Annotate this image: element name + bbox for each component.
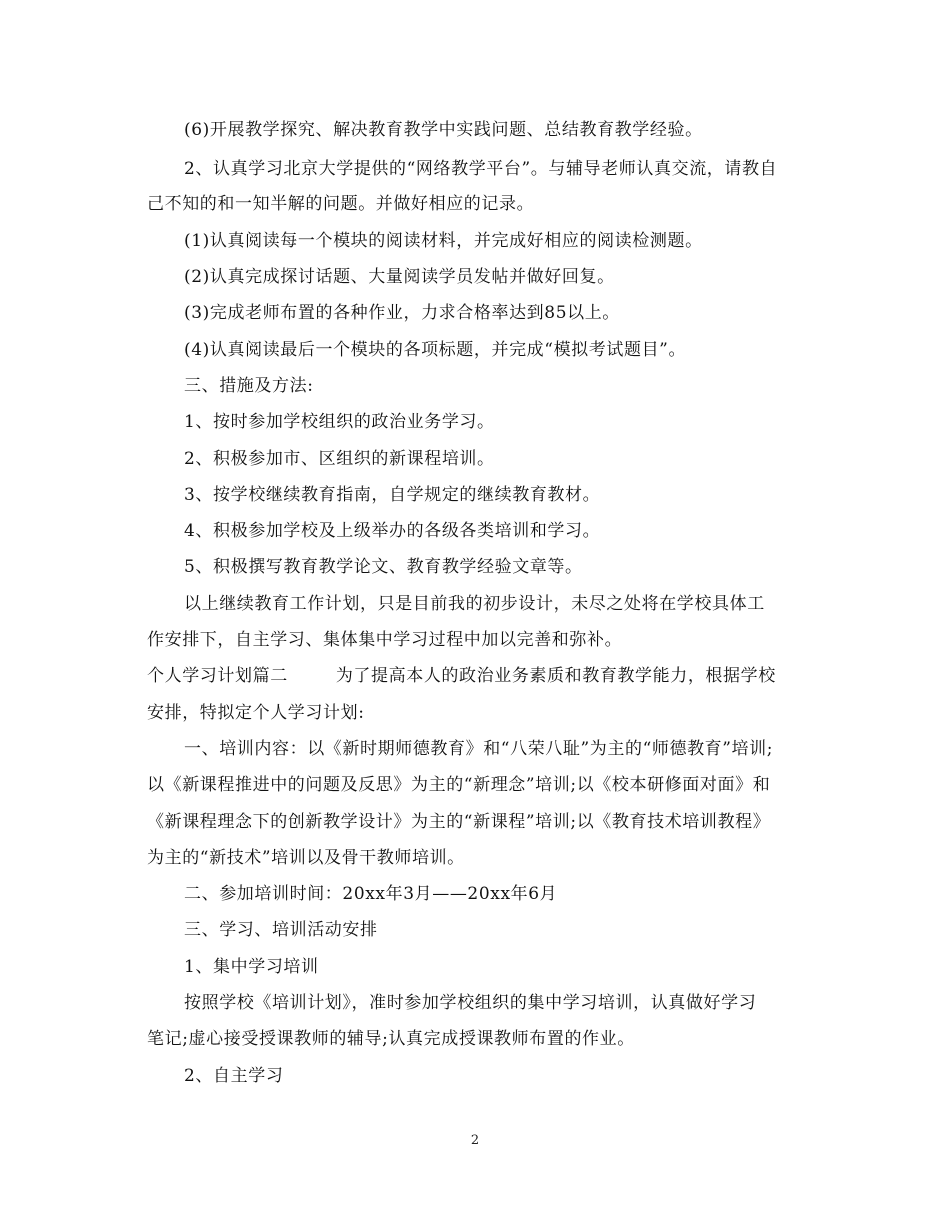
text-line: 《新课程理念下的创新教学设计》为主的“新课程”培训;以《教育技术培训教程》 (147, 812, 771, 832)
text-line: 安排，特拟定个人学习计划: (147, 703, 365, 723)
text-line: (4)认真阅读最后一个模块的各项标题，并完成“模拟考试题目”。 (184, 340, 687, 360)
text-line: (2)认真完成探讨话题、大量阅读学员发帖并做好回复。 (184, 267, 615, 287)
section-heading: 1、集中学习培训 (184, 957, 319, 977)
text-line: 2、积极参加市、区组织的新课程培训。 (184, 449, 495, 469)
text-line: 作安排下，自主学习、集体集中学习过程中加以完善和弥补。 (147, 630, 623, 650)
text-line: 一、培训内容：以《新时期师德教育》和“八荣八耻”为主的“师德教育”培训; (184, 739, 774, 759)
text-line: 1、按时参加学校组织的政治业务学习。 (184, 412, 495, 432)
text-line: 2、认真学习北京大学提供的“网络教学平台”。与辅导老师认真交流，请教自 (184, 159, 778, 179)
section-heading: 三、措施及方法: (184, 376, 314, 396)
text-line: 己不知的和一知半解的问题。并做好相应的记录。 (147, 194, 535, 214)
text-line: (1)认真阅读每一个模块的阅读材料，并完成好相应的阅读检测题。 (184, 231, 703, 251)
text-line: 笔记;虚心接受授课教师的辅导;认真完成授课教师布置的作业。 (147, 1029, 635, 1049)
text-line: 以上继续教育工作计划，只是目前我的初步设计，未尽之处将在学校具体工 (184, 594, 765, 614)
text-line: 二、参加培训时间：20xx年3月——20xx年6月 (184, 884, 558, 904)
page-number: 2 (470, 1133, 480, 1148)
text-line: 5、积极撰写教育教学论文、教育教学经验文章等。 (184, 557, 583, 577)
text-line: 3、按学校继续教育指南，自学规定的继续教育教材。 (184, 485, 601, 505)
text-line: 按照学校《培训计划》，准时参加学校组织的集中学习培训，认真做好学习 (184, 993, 757, 1013)
text-line: 为主的“新技术”培训以及骨干教师培训。 (147, 848, 465, 868)
text-line: 4、积极参加学校及上级举办的各级各类培训和学习。 (184, 521, 601, 541)
text-line: 个人学习计划篇二 为了提高本人的政治业务素质和教育教学能力，根据学校 (147, 666, 776, 686)
text-line: (3)完成老师布置的各种作业，力求合格率达到85以上。 (184, 303, 620, 323)
text-line: (6)开展教学探究、解决教育教学中实践问题、总结教育教学经验。 (184, 120, 703, 140)
section-heading: 2、自主学习 (184, 1066, 284, 1086)
section-heading: 三、学习、培训活动安排 (184, 920, 378, 940)
text-line: 以《新课程推进中的问题及反思》为主的“新理念”培训;以《校本研修面对面》和 (147, 775, 771, 795)
